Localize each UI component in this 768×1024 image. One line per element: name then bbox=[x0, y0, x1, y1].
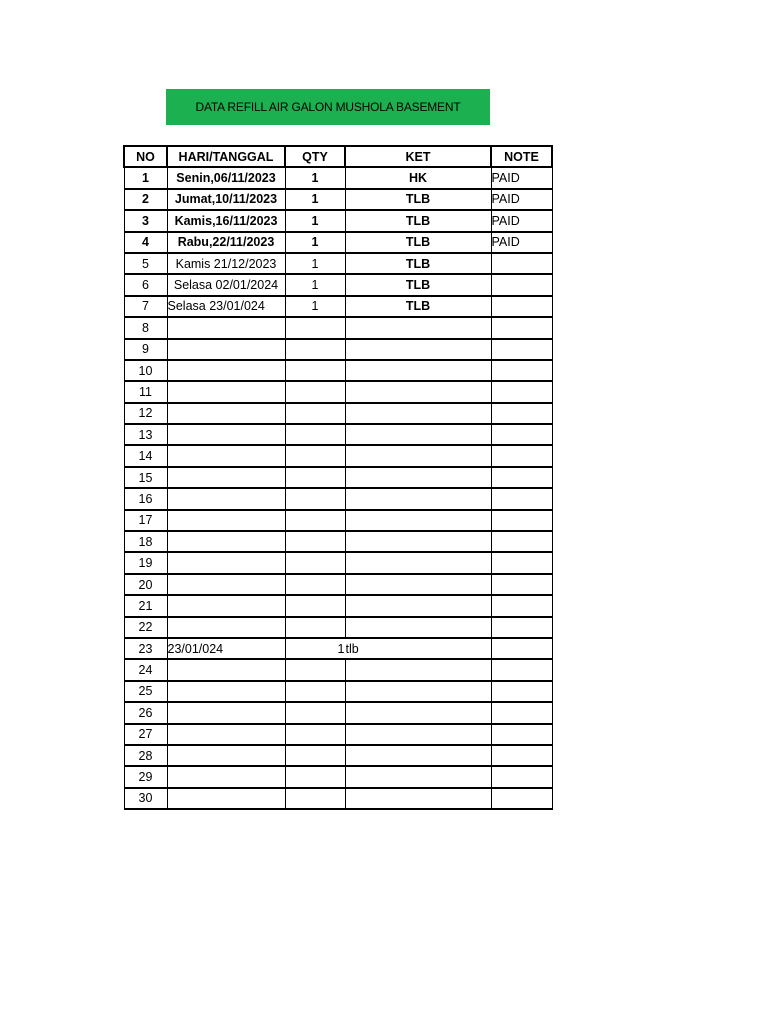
cell-note[interactable]: PAID bbox=[491, 232, 552, 253]
cell-note[interactable] bbox=[491, 296, 552, 317]
cell-ket[interactable] bbox=[345, 617, 491, 638]
cell-ket[interactable]: tlb bbox=[345, 638, 491, 659]
cell-date[interactable]: 23/01/024 bbox=[167, 638, 285, 659]
cell-note[interactable] bbox=[491, 253, 552, 274]
cell-qty[interactable]: 1 bbox=[285, 274, 345, 295]
cell-qty[interactable] bbox=[285, 360, 345, 381]
cell-date[interactable] bbox=[167, 659, 285, 680]
table-row bbox=[124, 659, 552, 680]
cell-note[interactable] bbox=[491, 445, 552, 466]
cell-qty[interactable] bbox=[285, 659, 345, 680]
cell-date[interactable] bbox=[167, 681, 285, 702]
table-row bbox=[124, 467, 552, 488]
header-qty: QTY bbox=[285, 146, 345, 167]
cell-qty[interactable] bbox=[285, 595, 345, 616]
cell-date[interactable] bbox=[167, 574, 285, 595]
cell-qty[interactable] bbox=[285, 552, 345, 573]
cell-note[interactable] bbox=[491, 702, 552, 723]
cell-note[interactable] bbox=[491, 638, 552, 659]
cell-date[interactable] bbox=[167, 339, 285, 360]
cell-date[interactable] bbox=[167, 360, 285, 381]
cell-ket[interactable] bbox=[345, 510, 491, 531]
cell-ket[interactable] bbox=[345, 659, 491, 680]
table-row bbox=[124, 531, 552, 552]
cell-no[interactable]: 17 bbox=[124, 510, 167, 531]
cell-qty[interactable] bbox=[285, 702, 345, 723]
cell-no[interactable]: 4 bbox=[124, 232, 167, 253]
cell-ket[interactable] bbox=[345, 702, 491, 723]
table-row bbox=[124, 445, 552, 466]
cell-no[interactable]: 30 bbox=[124, 788, 167, 809]
cell-note[interactable] bbox=[491, 274, 552, 295]
cell-qty[interactable] bbox=[285, 617, 345, 638]
cell-note[interactable] bbox=[491, 510, 552, 531]
header-ket: KET bbox=[345, 146, 491, 167]
cell-date[interactable] bbox=[167, 467, 285, 488]
cell-ket[interactable]: TLB bbox=[345, 189, 491, 210]
table-row bbox=[124, 488, 552, 509]
cell-date[interactable] bbox=[167, 745, 285, 766]
table-row bbox=[124, 574, 552, 595]
cell-date[interactable] bbox=[167, 766, 285, 787]
table-row bbox=[124, 189, 552, 210]
cell-note[interactable] bbox=[491, 339, 552, 360]
cell-ket[interactable] bbox=[345, 445, 491, 466]
cell-ket[interactable]: TLB bbox=[345, 274, 491, 295]
cell-date[interactable] bbox=[167, 317, 285, 338]
table-row bbox=[124, 296, 552, 317]
cell-no[interactable]: 1 bbox=[124, 167, 167, 188]
cell-no[interactable]: 8 bbox=[124, 317, 167, 338]
cell-ket[interactable] bbox=[345, 745, 491, 766]
cell-no[interactable]: 25 bbox=[124, 681, 167, 702]
table-row bbox=[124, 253, 552, 274]
table-row bbox=[124, 745, 552, 766]
cell-qty[interactable] bbox=[285, 381, 345, 402]
cell-note[interactable] bbox=[491, 617, 552, 638]
cell-ket[interactable] bbox=[345, 403, 491, 424]
cell-qty[interactable] bbox=[285, 788, 345, 809]
cell-ket[interactable] bbox=[345, 724, 491, 745]
table-header-row bbox=[124, 146, 552, 167]
cell-ket[interactable]: HK bbox=[345, 167, 491, 188]
cell-ket[interactable] bbox=[345, 360, 491, 381]
cell-note[interactable] bbox=[491, 766, 552, 787]
table-row bbox=[124, 403, 552, 424]
cell-date[interactable] bbox=[167, 424, 285, 445]
cell-date[interactable] bbox=[167, 445, 285, 466]
table-row bbox=[124, 681, 552, 702]
table-row bbox=[124, 339, 552, 360]
cell-note[interactable] bbox=[491, 745, 552, 766]
cell-note[interactable] bbox=[491, 574, 552, 595]
cell-no[interactable]: 18 bbox=[124, 531, 167, 552]
cell-ket[interactable] bbox=[345, 681, 491, 702]
cell-no[interactable]: 20 bbox=[124, 574, 167, 595]
cell-ket[interactable] bbox=[345, 467, 491, 488]
cell-no[interactable]: 26 bbox=[124, 702, 167, 723]
cell-qty[interactable] bbox=[285, 488, 345, 509]
cell-note[interactable]: PAID bbox=[491, 167, 552, 188]
header-no: NO bbox=[124, 146, 167, 167]
cell-qty[interactable] bbox=[285, 339, 345, 360]
cell-no[interactable]: 10 bbox=[124, 360, 167, 381]
cell-no[interactable]: 15 bbox=[124, 467, 167, 488]
refill-table bbox=[123, 145, 553, 810]
cell-no[interactable]: 23 bbox=[124, 638, 167, 659]
cell-note[interactable] bbox=[491, 488, 552, 509]
cell-note[interactable]: PAID bbox=[491, 210, 552, 231]
cell-note[interactable] bbox=[491, 403, 552, 424]
table-row bbox=[124, 788, 552, 809]
table-row bbox=[124, 617, 552, 638]
cell-date[interactable] bbox=[167, 552, 285, 573]
cell-date[interactable] bbox=[167, 702, 285, 723]
table-row bbox=[124, 167, 552, 188]
cell-date[interactable] bbox=[167, 510, 285, 531]
cell-no[interactable]: 29 bbox=[124, 766, 167, 787]
cell-date[interactable]: Selasa 02/01/2024 bbox=[167, 274, 285, 295]
cell-note[interactable] bbox=[491, 360, 552, 381]
cell-qty[interactable]: 1 bbox=[285, 638, 345, 659]
cell-ket[interactable] bbox=[345, 381, 491, 402]
header-note: NOTE bbox=[491, 146, 552, 167]
cell-qty[interactable] bbox=[285, 510, 345, 531]
table-row bbox=[124, 724, 552, 745]
cell-no[interactable]: 28 bbox=[124, 745, 167, 766]
cell-note[interactable] bbox=[491, 424, 552, 445]
cell-qty[interactable]: 1 bbox=[285, 253, 345, 274]
cell-note[interactable] bbox=[491, 317, 552, 338]
cell-no[interactable]: 7 bbox=[124, 296, 167, 317]
table-row bbox=[124, 766, 552, 787]
cell-date[interactable] bbox=[167, 788, 285, 809]
cell-ket[interactable] bbox=[345, 317, 491, 338]
cell-ket[interactable] bbox=[345, 766, 491, 787]
cell-no[interactable]: 12 bbox=[124, 403, 167, 424]
cell-qty[interactable]: 1 bbox=[285, 189, 345, 210]
cell-no[interactable]: 2 bbox=[124, 189, 167, 210]
cell-no[interactable]: 6 bbox=[124, 274, 167, 295]
cell-date[interactable]: Senin,06/11/2023 bbox=[167, 167, 285, 188]
cell-ket[interactable] bbox=[345, 595, 491, 616]
cell-no[interactable]: 16 bbox=[124, 488, 167, 509]
cell-qty[interactable] bbox=[285, 766, 345, 787]
cell-ket[interactable]: TLB bbox=[345, 232, 491, 253]
table-row bbox=[124, 274, 552, 295]
table-row bbox=[124, 424, 552, 445]
table-row bbox=[124, 510, 552, 531]
cell-ket[interactable] bbox=[345, 531, 491, 552]
table-row bbox=[124, 317, 552, 338]
cell-no[interactable]: 27 bbox=[124, 724, 167, 745]
cell-ket[interactable] bbox=[345, 424, 491, 445]
cell-date[interactable]: Kamis,16/11/2023 bbox=[167, 210, 285, 231]
cell-date[interactable]: Jumat,10/11/2023 bbox=[167, 189, 285, 210]
cell-date[interactable] bbox=[167, 403, 285, 424]
cell-qty[interactable] bbox=[285, 467, 345, 488]
cell-ket[interactable]: TLB bbox=[345, 296, 491, 317]
cell-ket[interactable] bbox=[345, 488, 491, 509]
cell-date[interactable] bbox=[167, 381, 285, 402]
cell-qty[interactable] bbox=[285, 317, 345, 338]
table-row bbox=[124, 210, 552, 231]
cell-note[interactable] bbox=[491, 724, 552, 745]
cell-qty[interactable]: 1 bbox=[285, 296, 345, 317]
cell-ket[interactable]: TLB bbox=[345, 253, 491, 274]
cell-no[interactable]: 19 bbox=[124, 552, 167, 573]
cell-date[interactable] bbox=[167, 617, 285, 638]
cell-note[interactable]: PAID bbox=[491, 189, 552, 210]
cell-qty[interactable] bbox=[285, 681, 345, 702]
cell-qty[interactable] bbox=[285, 424, 345, 445]
cell-date[interactable] bbox=[167, 488, 285, 509]
cell-note[interactable] bbox=[491, 467, 552, 488]
table-row bbox=[124, 552, 552, 573]
cell-ket[interactable] bbox=[345, 339, 491, 360]
cell-no[interactable]: 13 bbox=[124, 424, 167, 445]
table-row bbox=[124, 702, 552, 723]
cell-qty[interactable]: 1 bbox=[285, 232, 345, 253]
cell-ket[interactable] bbox=[345, 574, 491, 595]
table-row bbox=[124, 595, 552, 616]
cell-note[interactable] bbox=[491, 659, 552, 680]
cell-date[interactable] bbox=[167, 724, 285, 745]
cell-date[interactable]: Kamis 21/12/2023 bbox=[167, 253, 285, 274]
cell-note[interactable] bbox=[491, 681, 552, 702]
cell-qty[interactable]: 1 bbox=[285, 167, 345, 188]
table-row bbox=[124, 381, 552, 402]
cell-qty[interactable]: 1 bbox=[285, 210, 345, 231]
cell-qty[interactable] bbox=[285, 445, 345, 466]
cell-no[interactable]: 9 bbox=[124, 339, 167, 360]
table-row bbox=[124, 360, 552, 381]
cell-date[interactable]: Selasa 23/01/024 bbox=[167, 296, 285, 317]
cell-no[interactable]: 11 bbox=[124, 381, 167, 402]
cell-no[interactable]: 24 bbox=[124, 659, 167, 680]
cell-ket[interactable] bbox=[345, 788, 491, 809]
cell-ket[interactable] bbox=[345, 552, 491, 573]
cell-note[interactable] bbox=[491, 552, 552, 573]
cell-no[interactable]: 5 bbox=[124, 253, 167, 274]
table-row bbox=[124, 232, 552, 253]
cell-no[interactable]: 21 bbox=[124, 595, 167, 616]
cell-qty[interactable] bbox=[285, 745, 345, 766]
cell-no[interactable]: 3 bbox=[124, 210, 167, 231]
cell-qty[interactable] bbox=[285, 531, 345, 552]
sheet-title: DATA REFILL AIR GALON MUSHOLA BASEMENT bbox=[166, 89, 490, 125]
cell-note[interactable] bbox=[491, 788, 552, 809]
cell-qty[interactable] bbox=[285, 403, 345, 424]
cell-qty[interactable] bbox=[285, 574, 345, 595]
cell-qty[interactable] bbox=[285, 724, 345, 745]
cell-date[interactable] bbox=[167, 595, 285, 616]
cell-note[interactable] bbox=[491, 531, 552, 552]
cell-note[interactable] bbox=[491, 595, 552, 616]
cell-no[interactable]: 14 bbox=[124, 445, 167, 466]
cell-date[interactable] bbox=[167, 531, 285, 552]
cell-no[interactable]: 22 bbox=[124, 617, 167, 638]
header-date: HARI/TANGGAL bbox=[167, 146, 285, 167]
table-row bbox=[124, 638, 552, 659]
cell-date[interactable]: Rabu,22/11/2023 bbox=[167, 232, 285, 253]
cell-ket[interactable]: TLB bbox=[345, 210, 491, 231]
cell-note[interactable] bbox=[491, 381, 552, 402]
